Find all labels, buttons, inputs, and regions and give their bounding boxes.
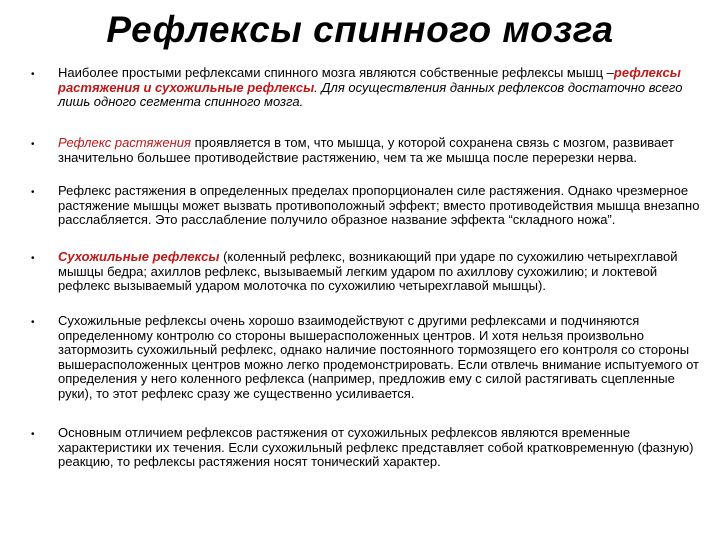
- page-title: Рефлексы спинного мозга: [106, 9, 614, 50]
- list-item-tendon-interaction: [58, 314, 706, 402]
- tendon-reflex-text: (коленный рефлекс, возникающий при ударе по сухожилию четырехглавой мышцы бедра; ахиллов рефлекс, вызываемый легким ударом по ахиллову сухожилию; и локтевой рефлекс вызываемый ударом молоточка по сухожилию четырехглавой мышцы).: [58, 249, 678, 294]
- bullet-icon: •: [31, 139, 35, 150]
- bullet-icon: •: [31, 429, 35, 440]
- tendon-interaction-text: Сухожильные рефлексы очень хорошо взаимодействуют с другими рефлексами и подчиняются определенному контролю со стороны вышерасположенных центров. И хотя нельзя произвольно затормозить сухожильный рефлекс, однако наличие постоянного тормозящего его контроля со стороны вышерасположенных центров можно легко продемонстрировать. Если отвлечь внимание испытуемого от определения у него коленного рефлекса (например, предложив ему с силой растягивать сцепленные руки), то этот рефлекс сразу же существенно усиливается.: [58, 313, 699, 401]
- list-item-difference: [58, 426, 706, 470]
- intro-italic-text: . Для осуществления данных рефлексов достаточно всего лишь одного сегмента спинного мозга.: [58, 79, 683, 110]
- bullet-icon: •: [31, 187, 35, 198]
- clasp-knife-text: Рефлекс растяжения в определенных пределах пропорционален силе растяжения. Однако чрезмерное растяжение мышцы может вызвать противоположный эффект; вместо противодействия мышца внезапно расслабляется. Это расслабление получило образное название эффекта “складного ножа”.: [58, 183, 700, 228]
- difference-text: Основным отличием рефлексов растяжения от сухожильных рефлексов являются временные характеристики их течения. Если сухожильный рефлекс представляет собой кратковременную (фазную) реакцию, то рефлексы растяжения носят тонический характер.: [58, 425, 694, 470]
- list-item-stretch-reflex: [58, 136, 706, 165]
- intro-highlight: рефлексы растяжения и сухожильные рефлексы: [58, 65, 681, 95]
- bullet-icon: •: [31, 253, 35, 264]
- bullet-icon: •: [31, 69, 35, 80]
- intro-text: Наиболее простыми рефлексами спинного мозга являются собственные рефлексы мышц –: [58, 65, 614, 80]
- list-item-intro: [58, 66, 706, 110]
- tendon-reflex-term: Сухожильные рефлексы: [58, 249, 220, 264]
- list-item-tendon-reflexes: [58, 250, 706, 294]
- stretch-reflex-term: Рефлекс растяжения: [58, 135, 191, 150]
- stretch-reflex-text: проявляется в том, что мышца, у которой сохранена связь с мозгом, развивает значительно большее противодействие растяжению, чем та же мышца после перерезки нерва.: [58, 135, 674, 165]
- list-item-clasp-knife: [58, 184, 706, 228]
- bullet-icon: •: [31, 317, 35, 328]
